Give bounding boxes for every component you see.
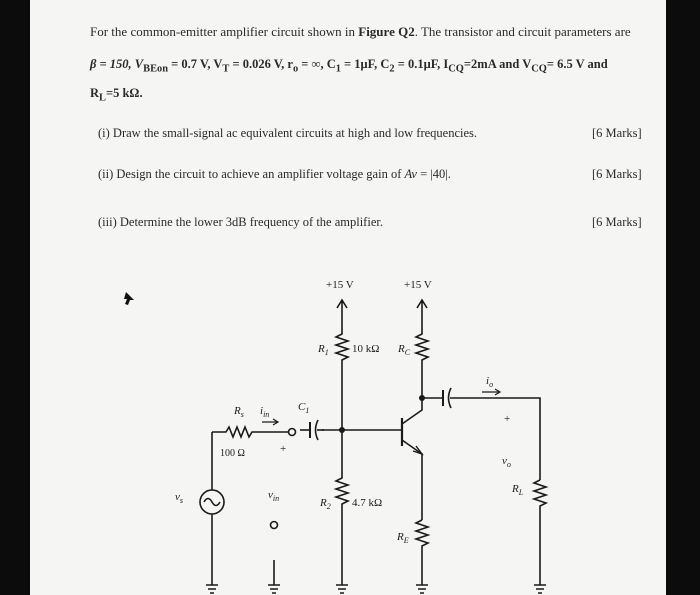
transistor-emitter (402, 440, 422, 520)
supply-arrow-2 (417, 300, 427, 318)
supply-label-2: +15 V (404, 279, 432, 291)
io-label: $i_o$ (486, 375, 494, 389)
question-3: (iii) Determine the lower 3dB frequency of the amplifier. (98, 215, 383, 229)
collector-node (419, 395, 425, 401)
base-node (339, 427, 345, 433)
r2-resistor (336, 430, 348, 585)
re-label: $R_E$ (397, 531, 409, 545)
re-resistor (416, 520, 428, 585)
output-wire (450, 398, 540, 480)
figure-ref: Figure Q2 (358, 24, 415, 39)
rs-value: 100 Ω (220, 448, 245, 459)
r1-resistor (336, 318, 348, 430)
rl-resistor (534, 480, 546, 585)
r2-value: 4.7 kΩ (352, 497, 383, 509)
rc-resistor (416, 318, 428, 398)
vo-plus-sign: + (504, 413, 511, 425)
load-resistor-param: $R_L=5$ kΩ. (90, 86, 143, 104)
r2-label: $R_2$ (320, 497, 331, 511)
question-1-marks: [6 Marks] (592, 126, 642, 140)
question-1: (i) Draw the small-signal ac equivalent circuits at high and low frequencies. (98, 126, 478, 140)
supply-arrow-1 (337, 300, 347, 318)
question-3-marks: [6 Marks] (592, 215, 642, 229)
r1-label: $R_1$ (318, 343, 329, 357)
vin-plus-sign: + (280, 443, 287, 455)
rs-resistor (212, 427, 288, 437)
question-2: (ii) Design the circuit to achieve an amplifier voltage gain of Av = |40|. (98, 167, 451, 181)
amplifier-circuit-diagram (30, 0, 666, 595)
iin-label: $i_{in}$ (260, 405, 270, 419)
intro-line: For the common-emitter amplifier circuit shown in Figure Q2. The transistor and circuit parameters are (90, 24, 631, 39)
question-2-marks: [6 Marks] (592, 167, 642, 181)
vo-label: $v_o$ (502, 455, 511, 469)
c1-label: $C_1$ (298, 401, 310, 415)
rs-label: $R_s$ (234, 405, 244, 419)
input-terminal (289, 429, 296, 436)
r1-value: 10 kΩ (352, 343, 380, 355)
parameters-line: β = 150, $V_{BEon} = 0.7$ V, $V_T = 0.026$ V, $r_o$ = ∞, $C_1 = 1\mu F$, $C_2 = 0.1\mu F$, $I_{CQ}=2mA$ and $V_{CQ}= 6.5$ V and (90, 57, 608, 75)
document-page (30, 0, 666, 595)
rc-label: $R_C$ (398, 343, 411, 357)
mouse-pointer-icon (124, 292, 134, 305)
supply-label-1: +15 V (326, 279, 354, 291)
transistor-collector (402, 398, 422, 424)
rl-label: $R_L$ (512, 483, 524, 497)
vin-label: $v_{in}$ (268, 489, 280, 503)
vs-label: $v_s$ (175, 491, 184, 505)
